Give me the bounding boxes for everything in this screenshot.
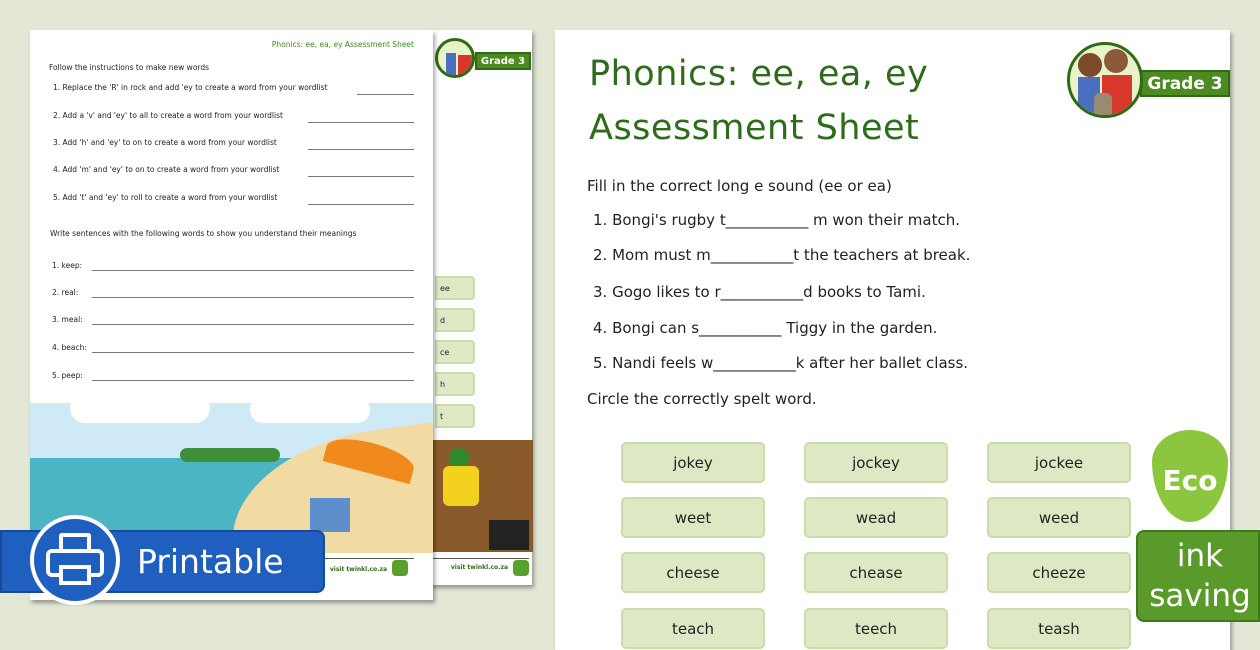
- twinkl-logo-icon: [513, 560, 529, 576]
- item-number: 2.: [593, 246, 608, 264]
- item-text: Bongi can s___________ Tiggy in the garden.: [612, 319, 938, 337]
- footer-link: visit twinkl.co.za: [450, 564, 508, 571]
- item-word: beach:: [61, 343, 87, 352]
- instruction-item: [53, 165, 279, 174]
- children-avatar-icon: [1067, 42, 1143, 118]
- grade-badge: Grade 3: [1140, 70, 1230, 97]
- sentence-item: [52, 315, 83, 324]
- word-option[interactable]: jockey: [804, 442, 948, 483]
- item-text: Replace the 'R' in rock and add 'ey to create a word from your wordlist: [62, 83, 328, 92]
- left-worksheet: [30, 30, 433, 600]
- item-word: keep:: [61, 261, 83, 270]
- twinkl-logo-icon: [392, 560, 408, 576]
- item-number: 1.: [593, 211, 608, 229]
- item-text: Nandi feels w___________k after her ballet class.: [612, 354, 969, 372]
- word-option[interactable]: chease: [804, 552, 948, 593]
- word-option: h: [435, 372, 475, 396]
- answer-line[interactable]: [92, 324, 414, 325]
- item-number: 1.: [52, 261, 60, 270]
- printer-icon: [30, 515, 120, 605]
- instruction-item: [53, 193, 277, 202]
- item-number: 2.: [52, 288, 60, 297]
- word-option: d: [435, 308, 475, 332]
- word-option[interactable]: teech: [804, 608, 948, 649]
- item-text: Add 'h' and 'ey' to on to create a word from your wordlist: [62, 138, 277, 147]
- answer-line[interactable]: [308, 122, 414, 123]
- item-text: Add a 'v' and 'ey' to all to create a word from your wordlist: [62, 111, 283, 120]
- word-option[interactable]: teach: [621, 608, 765, 649]
- item-number: 5.: [53, 193, 61, 202]
- sentence-item: [52, 261, 82, 270]
- item-number: 4.: [593, 319, 608, 337]
- item-number: 5.: [593, 354, 608, 372]
- ink-saving-badge: [1136, 530, 1260, 622]
- answer-line[interactable]: [92, 270, 414, 271]
- right-worksheet: [555, 30, 1230, 650]
- page-title: Phonics: ee, ea, ey: [589, 54, 929, 94]
- sentence-item: [52, 371, 83, 380]
- item-number: 3.: [52, 315, 60, 324]
- item-number: 5.: [52, 371, 60, 380]
- question-item: [593, 283, 926, 301]
- instruction-text: Fill in the correct long e sound (ee or ea): [587, 177, 892, 195]
- question-item: [593, 211, 960, 229]
- word-option: ce: [435, 340, 475, 364]
- section-instruction: Follow the instructions to make new words: [49, 63, 210, 72]
- item-number: 4.: [52, 343, 60, 352]
- item-text: Gogo likes to r___________d books to Tami.: [612, 283, 926, 301]
- answer-line[interactable]: [357, 94, 414, 95]
- sheet-header: Phonics: ee, ea, ey Assessment Sheet: [271, 40, 414, 49]
- word-option[interactable]: cheeze: [987, 552, 1131, 593]
- instruction-item: [53, 83, 328, 92]
- section-instruction: Write sentences with the following words to show you understand their meanings: [50, 229, 357, 238]
- item-word: meal:: [61, 315, 83, 324]
- question-item: [593, 354, 968, 372]
- instruction-item: [53, 111, 283, 120]
- grade-badge: Grade 3: [475, 52, 531, 70]
- word-option[interactable]: weed: [987, 497, 1131, 538]
- page-title: Assessment Sheet: [589, 108, 920, 148]
- word-option[interactable]: wead: [804, 497, 948, 538]
- word-option[interactable]: jockee: [987, 442, 1131, 483]
- word-option[interactable]: jokey: [621, 442, 765, 483]
- word-option[interactable]: weet: [621, 497, 765, 538]
- instruction-item: [53, 138, 277, 147]
- back-worksheet-preview: [428, 30, 532, 585]
- sentence-item: [52, 288, 78, 297]
- answer-line[interactable]: [92, 297, 414, 298]
- question-item: [593, 319, 937, 337]
- word-option: t: [435, 404, 475, 428]
- item-number: 2.: [53, 111, 61, 120]
- footer-link: visit twinkl.co.za: [329, 566, 387, 573]
- answer-line[interactable]: [308, 176, 414, 177]
- item-word: real:: [61, 288, 79, 297]
- jockey-illustration: [429, 440, 533, 552]
- item-number: 3.: [53, 138, 61, 147]
- item-text: Bongi's rugby t___________ m won their match.: [612, 211, 961, 229]
- item-number: 4.: [53, 165, 61, 174]
- word-option: ee: [435, 276, 475, 300]
- instruction-text: Circle the correctly spelt word.: [587, 390, 817, 408]
- item-number: 3.: [593, 283, 608, 301]
- answer-line[interactable]: [92, 380, 414, 381]
- sentence-item: [52, 343, 87, 352]
- ink-saving-label: ink saving: [1149, 538, 1251, 614]
- answer-line[interactable]: [308, 204, 414, 205]
- answer-line[interactable]: [308, 149, 414, 150]
- eco-label: Eco: [1162, 464, 1218, 497]
- word-option[interactable]: cheese: [621, 552, 765, 593]
- item-text: Add 't' and 'ey' to roll to create a word from your wordlist: [62, 193, 278, 202]
- children-avatar-icon: [435, 38, 475, 78]
- printable-label: Printable: [137, 542, 284, 581]
- item-text: Mom must m___________t the teachers at break.: [612, 246, 971, 264]
- question-item: [593, 246, 970, 264]
- item-text: Add 'm' and 'ey' to on to create a word from your wordlist: [62, 165, 280, 174]
- item-word: peep:: [61, 371, 83, 380]
- item-number: 1.: [53, 83, 61, 92]
- answer-line[interactable]: [92, 352, 414, 353]
- word-option[interactable]: teash: [987, 608, 1131, 649]
